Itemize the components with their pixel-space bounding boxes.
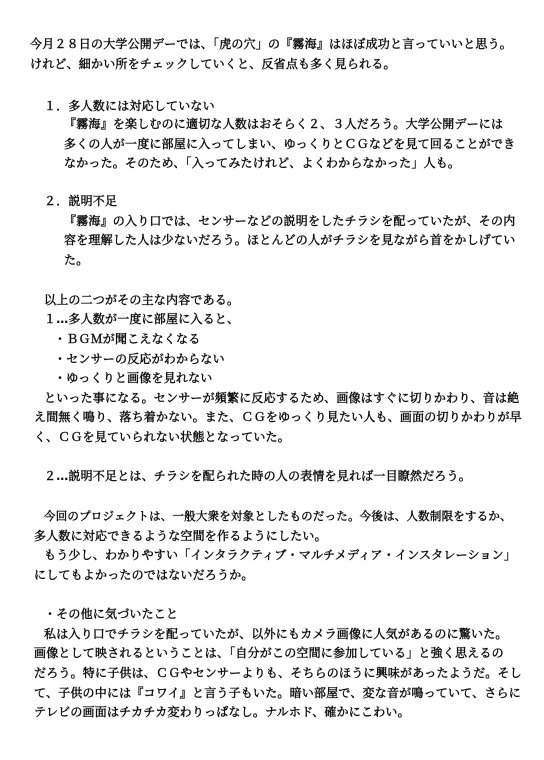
summary-bullet: ・ゆっくりと画像を見れない — [54, 371, 213, 385]
project-line: もう少し、わかりやすい「インタラクティブ・マルチメディア・インスタレーション」 — [44, 548, 517, 562]
intro-line: 今月２８日の大学公開デーでは、「虎の穴」の『霧海』はほぼ成功と言っていいと思う。 — [30, 37, 513, 51]
other-line: て、子供の中には『コワイ』と言う子もいた。暗い部屋で、変な音が鳴っていて、さらに — [34, 686, 521, 700]
summary-line: といった事になる。センサーが頻繁に反応するため、画像はすぐに切りかわり、音は絶 — [44, 391, 520, 405]
point1-heading: １．多人数には対応していない — [44, 99, 215, 113]
summary-bullet: ・センサーの反応がわからない — [54, 352, 225, 366]
explain-line: ２…説明不足とは、チラシを配られた時の人の表情を見れば一目瞭然だろう。 — [44, 469, 472, 483]
point2-line: 『霧海』の入り口では、センサーなどの説明をしたチラシを配っていたが、その内 — [64, 214, 516, 228]
project-line: にしてもよかったのではないだろうか。 — [34, 568, 254, 582]
other-line: テレビの画面はチカチカ変わりっぱなし。ナルホド、確かにこわい。 — [34, 705, 410, 719]
point2-line: 容を理解した人は少ないだろう。ほとんどの人がチラシを見ながら首をかしげてい — [64, 233, 516, 247]
summary-line: く、ＣＧを見ていられない状態となっていた。 — [34, 430, 290, 444]
point1-line: なかった。そのため、「入ってみたけれど、よくわからなかった」人も。 — [64, 156, 461, 170]
point1-line: 多くの人が一度に部屋に入ってしまい、ゆっくりとＣＧなどを見て回ることができ — [64, 137, 516, 151]
summary-bullet: ・ＢＧＭが聞こえなくなる — [54, 332, 201, 346]
summary-line: え間無く鳴り、落ち着かない。また、ＣＧをゆっくり見たい人も、画面の切りかわりが早 — [34, 410, 522, 424]
summary-line: 以上の二つがその主な内容である。 — [44, 293, 240, 307]
other-line: 画像として映されるということは、「自分がこの空間に参加している」と強く思えるの — [34, 646, 504, 660]
other-heading: ・その他に気づいたこと — [44, 607, 179, 621]
intro-line: けれど、細かい所をチェックしていくと、反省点も多く見られる。 — [30, 57, 396, 71]
project-line: 多人数に対応できるような空間を作るようにしたい。 — [34, 529, 327, 543]
other-line: だろう。特に子供は、ＣＧやセンサーよりも、そちらのほうに興味があったようだ。そし — [34, 666, 522, 680]
other-line: 私は入り口でチラシを配っていたが、以外にもカメラ画像に人気があるのに驚いた。 — [44, 627, 508, 641]
project-line: 今回のプロジェクトは、一般大衆を対象としたものだった。今後は、人数制限をするか、 — [44, 509, 512, 523]
point2-heading: ２．説明不足 — [44, 194, 118, 208]
summary-line: １…多人数が一度に部屋に入ると、 — [44, 312, 240, 326]
point1-line: 『霧海』を楽しむのに適切な人数はおそらく２、３人だろう。大学公開デーには — [64, 117, 504, 131]
point2-line: た。 — [64, 253, 89, 267]
